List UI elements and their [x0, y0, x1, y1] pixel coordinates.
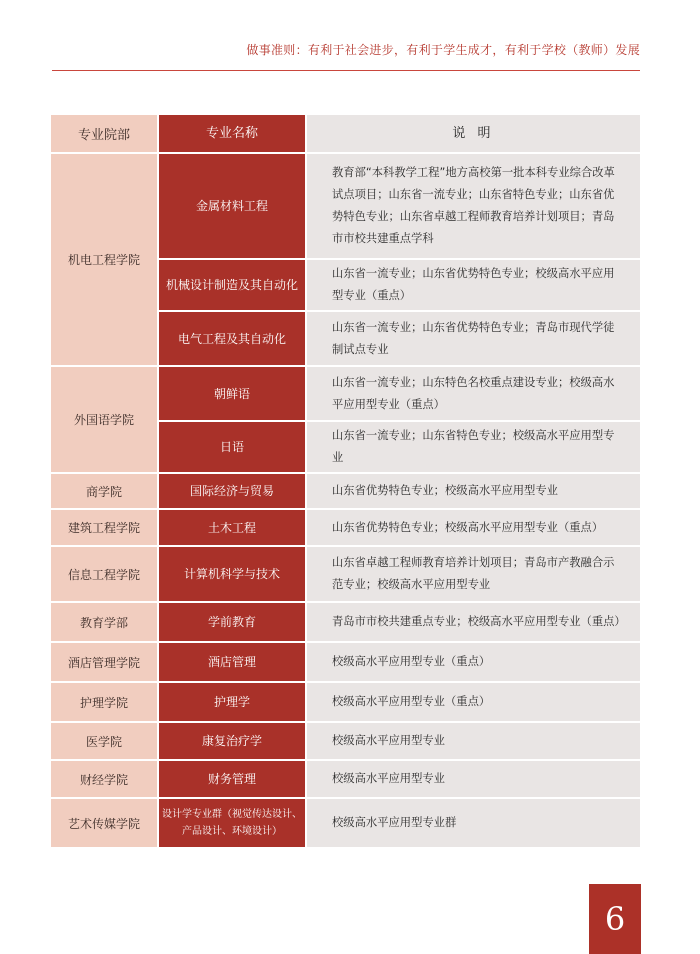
major-cell: 国际经济与贸易: [159, 474, 307, 510]
college-cell: 护理学院: [51, 683, 159, 723]
table-row: [51, 510, 640, 547]
major-cell: 土木工程: [159, 510, 307, 547]
description-cell: 山东省一流专业；山东省优势特色专业；校级高水平应用型专业（重点）: [307, 260, 640, 312]
table-row: [51, 474, 640, 510]
major-cell: 学前教育: [159, 603, 307, 643]
description-cell: 校级高水平应用型专业群: [307, 799, 640, 849]
college-cell: 艺术传媒学院: [51, 799, 159, 849]
description-cell: 青岛市市校共建重点专业；校级高水平应用型专业（重点）: [307, 603, 640, 643]
description-cell: 山东省一流专业；山东省优势特色专业；青岛市现代学徒制试点专业: [307, 312, 640, 367]
college-cell: 外国语学院: [51, 367, 159, 474]
college-cell: 教育学部: [51, 603, 159, 643]
table-row: [51, 683, 640, 723]
table-row: [51, 367, 640, 422]
description-cell: 校级高水平应用型专业（重点）: [307, 643, 640, 683]
major-cell: 康复治疗学: [159, 723, 307, 761]
college-cell: 建筑工程学院: [51, 510, 159, 547]
description-cell: 校级高水平应用型专业: [307, 723, 640, 761]
table-row: [51, 547, 640, 603]
header-divider: [52, 70, 640, 71]
major-cell: 日语: [159, 422, 307, 474]
description-cell: 山东省卓越工程师教育培养计划项目；青岛市产教融合示范专业；校级高水平应用型专业: [307, 547, 640, 603]
major-cell: 朝鲜语: [159, 367, 307, 422]
college-cell: 机电工程学院: [51, 154, 159, 367]
table-row: [51, 723, 640, 761]
page-number: 6: [589, 884, 641, 954]
table-row: [51, 799, 640, 849]
description-cell: 山东省一流专业；山东特色名校重点建设专业；校级高水平应用型专业（重点）: [307, 367, 640, 422]
college-cell: 酒店管理学院: [51, 643, 159, 683]
major-cell: 金属材料工程: [159, 154, 307, 260]
major-cell: 计算机科学与技术: [159, 547, 307, 603]
page-motto: 做事准则：有利于社会进步，有利于学生成才，有利于学校（教师）发展: [246, 43, 640, 57]
college-cell: 财经学院: [51, 761, 159, 799]
table-row: [51, 154, 640, 260]
header-major: 专业名称: [159, 115, 307, 154]
description-cell: 教育部“本科教学工程”地方高校第一批本科专业综合改革试点项目；山东省一流专业；山东省特色专业；山东省优势特色专业；山东省卓越工程师教育培养计划项目；青岛市市校共建重点学科: [307, 154, 640, 260]
header-description: 说 明: [307, 115, 640, 154]
table-row: [51, 603, 640, 643]
majors-table: [51, 115, 640, 849]
college-cell: 医学院: [51, 723, 159, 761]
table-row: [51, 643, 640, 683]
major-cell: 设计学专业群（视觉传达设计、产品设计、环境设计）: [159, 799, 307, 849]
major-cell: 机械设计制造及其自动化: [159, 260, 307, 312]
major-cell: 财务管理: [159, 761, 307, 799]
description-cell: 山东省优势特色专业；校级高水平应用型专业: [307, 474, 640, 510]
major-cell: 电气工程及其自动化: [159, 312, 307, 367]
header-college: 专业院部: [51, 115, 159, 154]
table-row: [51, 761, 640, 799]
description-cell: 校级高水平应用型专业: [307, 761, 640, 799]
description-cell: 校级高水平应用型专业（重点）: [307, 683, 640, 723]
college-cell: 商学院: [51, 474, 159, 510]
description-cell: 山东省一流专业；山东省特色专业；校级高水平应用型专业: [307, 422, 640, 474]
description-cell: 山东省优势特色专业；校级高水平应用型专业（重点）: [307, 510, 640, 547]
table-header-row: [51, 115, 640, 154]
major-cell: 酒店管理: [159, 643, 307, 683]
major-cell: 护理学: [159, 683, 307, 723]
college-cell: 信息工程学院: [51, 547, 159, 603]
